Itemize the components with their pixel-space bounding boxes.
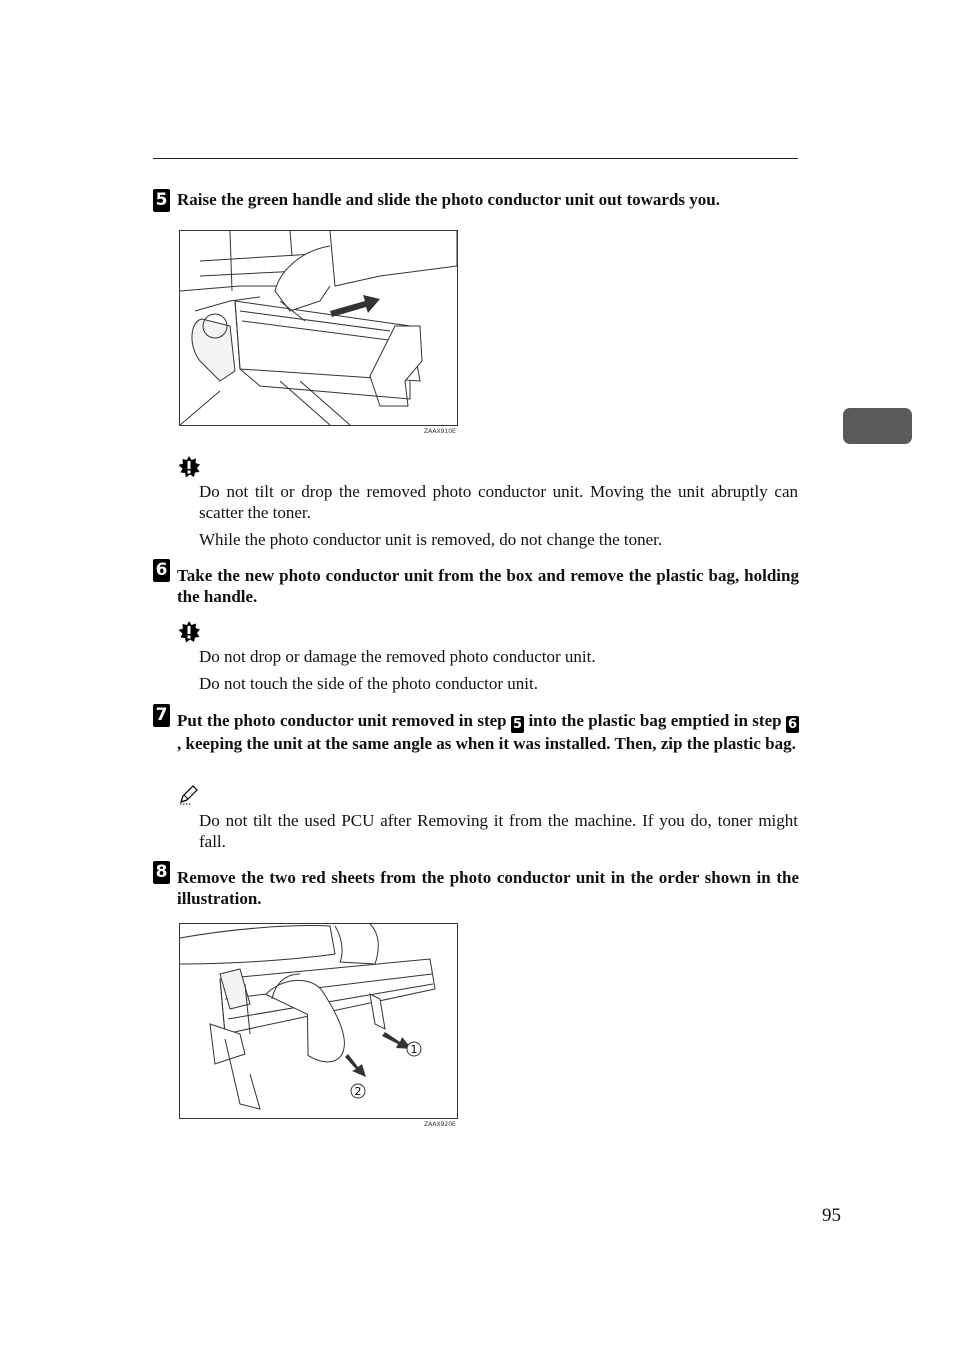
- step-reference-badge: 5: [513, 717, 523, 732]
- step-reference-badge: 6: [787, 717, 798, 732]
- step-text-part: , keeping the unit at the same angle as when it was installed. Then, zip the plastic bag.: [177, 734, 796, 753]
- important-icon: [178, 456, 200, 478]
- caution-text: While the photo conductor unit is removed, do not change the toner.: [199, 530, 663, 549]
- caution-text: Do not drop or damage the removed photo conductor unit.: [199, 647, 596, 666]
- step-instruction: Remove the two red sheets from the photo conductor unit in the order shown in the illustration.: [177, 868, 799, 908]
- step-number-badge: 5: [153, 189, 170, 212]
- illustration-remove-unit: [179, 230, 458, 426]
- figure-code: ZAAX910E: [424, 428, 456, 435]
- callout-2: 2: [354, 1085, 362, 1098]
- important-icon: [178, 621, 200, 643]
- step-instruction: Raise the green handle and slide the photo conductor unit out towards you.: [177, 190, 720, 209]
- machine-drawing: [180, 231, 457, 425]
- step-number-badge: 8: [153, 861, 170, 884]
- header-rule: [153, 158, 798, 159]
- page-number: 95: [822, 1205, 841, 1226]
- caution-text: Do not tilt or drop the removed photo conductor unit. Moving the unit abruptly can scatter the toner.: [199, 482, 798, 522]
- step-number-badge: 7: [153, 704, 170, 727]
- step-number-badge: 6: [153, 559, 170, 582]
- step-text-part: Put the photo conductor unit removed in step: [177, 711, 512, 730]
- pencil-note-icon: [178, 784, 200, 806]
- step-8: [153, 861, 799, 909]
- unit-drawing: [180, 924, 457, 1118]
- step-5: [153, 189, 799, 210]
- caution-text: Do not touch the side of the photo conductor unit.: [199, 674, 538, 693]
- step-instruction: [177, 710, 799, 754]
- step-7: [153, 704, 799, 754]
- figure-code: ZAAX920E: [424, 1121, 456, 1128]
- illustration-remove-red-sheets: [179, 923, 458, 1119]
- step-instruction: Take the new photo conductor unit from the box and remove the plastic bag, holding the handle.: [177, 566, 799, 606]
- chapter-tab: [843, 408, 912, 444]
- note-text: Do not tilt the used PCU after Removing it from the machine. If you do, toner might fall.: [199, 811, 798, 851]
- step-text-part: into the plastic bag emptied in step: [524, 711, 786, 730]
- step-6: [153, 559, 799, 607]
- callout-1: 1: [410, 1043, 418, 1056]
